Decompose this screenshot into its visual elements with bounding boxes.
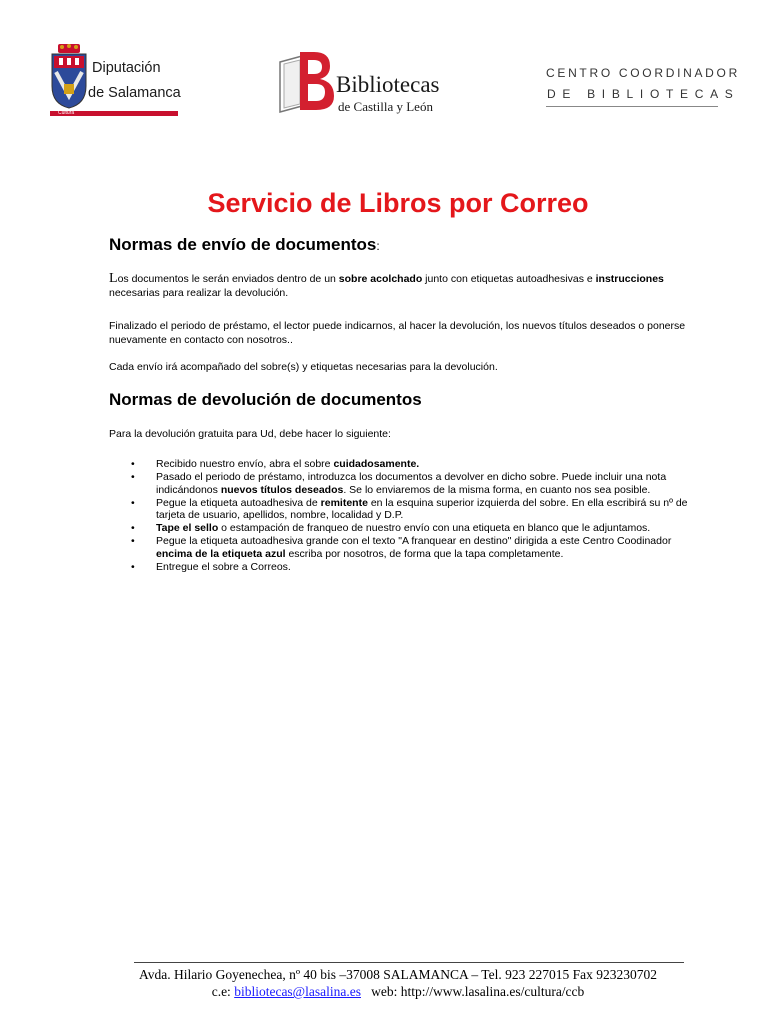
centro-coordinador-logo: [546, 66, 740, 110]
email-label: c.e:: [211, 984, 235, 999]
list-item: [109, 471, 689, 496]
bold-run: encima de la etiqueta azul: [156, 547, 286, 560]
text-run: Pegue la etiqueta autoadhesiva grande con el texto "A franquear en destino" dirigida a este Centro Coodinador: [156, 535, 672, 547]
paragraph-envio-1: [109, 272, 689, 300]
bullet-icon: •: [131, 458, 135, 470]
drop-cap: L: [109, 271, 118, 286]
footer-address: Avda. Hilario Goyenechea, nº 40 bis –37008 SALAMANCA – Tel. 923 227015 Fax 923230702: [139, 967, 657, 982]
bullet-icon: •: [131, 560, 135, 573]
ccb-line2: DE BIBLIOTECAS: [547, 87, 740, 101]
paragraph-devolucion-intro: Para la devolución gratuita para Ud, debe hacer lo siguiente:: [109, 428, 391, 440]
bold-run: remitente: [320, 496, 368, 509]
text-run: en la esquina superior izquierda del sobre. En ella escribirá su nº de tarjeta de usuario, apellidos, nombre, localidad y D.P.: [156, 496, 688, 521]
text-run: o estampación de franqueo de nuestro envío con una etiqueta en blanco que le adjuntamos.: [218, 522, 651, 534]
text-run: Pasado el periodo de préstamo, introduzca los documentos a devolver en dicho sobre. Puede incluir una nota indicándonos: [156, 471, 667, 496]
coat-of-arms-icon: [50, 44, 88, 110]
list-item: [109, 497, 689, 522]
diputacion-name-line1: Diputación: [92, 60, 161, 76]
bold-run: Tape el sello: [156, 522, 219, 534]
list-item: [109, 522, 689, 535]
bold-run: instrucciones: [595, 273, 664, 285]
diputacion-name-line2: de Salamanca: [88, 85, 181, 101]
text-run: junto con etiquetas autoadhesivas e: [422, 273, 596, 285]
footer-contact: [0, 984, 770, 1000]
bibliotecas-region: de Castilla y León: [338, 99, 433, 114]
bullet-icon: •: [131, 496, 135, 509]
text-run: Recibido nuestro envío, abra el sobre: [156, 458, 334, 470]
text-run: Entregue el sobre a Correos.: [156, 560, 291, 573]
ccb-line1: CENTRO COORDINADOR: [546, 66, 740, 80]
list-item: [109, 561, 689, 574]
diputacion-tag: Cultura: [58, 110, 75, 116]
page-title: Servicio de Libros por Correo: [207, 188, 589, 218]
bold-run: cuidadosamente.: [333, 458, 420, 470]
section-heading-envio: [109, 235, 380, 255]
bullet-icon: •: [131, 471, 135, 483]
list-item: [109, 535, 689, 560]
bullet-icon: •: [131, 522, 135, 534]
diputacion-logo: [50, 44, 180, 120]
text-run: escriba por nosotros, de forma que la tapa completamente.: [285, 547, 564, 560]
web-address: web: http://www.lasalina.es/cultura/ccb: [360, 984, 585, 999]
bullet-icon: •: [131, 535, 135, 547]
email-link[interactable]: bibliotecas@lasalina.es: [234, 984, 361, 999]
heading-envio-colon: :: [376, 239, 380, 253]
bibliotecas-logo: [276, 48, 456, 118]
bibliotecas-name: Bibliotecas: [336, 72, 440, 97]
bold-run: nuevos títulos deseados: [220, 483, 344, 496]
paragraph-envio-2: Finalizado el periodo de préstamo, el lector puede indicarnos, al hacer la devolución, los nuevos títulos deseados o ponerse nuevamente en contacto con nosotros..: [109, 320, 686, 346]
devolucion-steps-list: [109, 458, 689, 574]
text-run: necesarias para realizar la devolución.: [109, 287, 289, 299]
heading-envio-text: Normas de envío de documentos: [109, 235, 377, 254]
paragraph-envio-3: Cada envío irá acompañado del sobre(s) y etiquetas necesarias para la devolución.: [109, 361, 498, 373]
text-run: os documentos le serán enviados dentro de un: [117, 273, 339, 285]
text-run: Pegue la etiqueta autoadhesiva de: [156, 496, 321, 509]
book-b-icon: [276, 48, 336, 114]
list-item: [109, 458, 689, 471]
section-heading-devolucion: Normas de devolución de documentos: [109, 390, 422, 409]
text-run: . Se lo enviaremos de la misma forma, en cuanto nos sea posible.: [343, 483, 651, 496]
footer-divider: [134, 962, 684, 963]
ccb-underline: [546, 106, 718, 107]
bold-run: sobre acolchado: [338, 273, 423, 285]
